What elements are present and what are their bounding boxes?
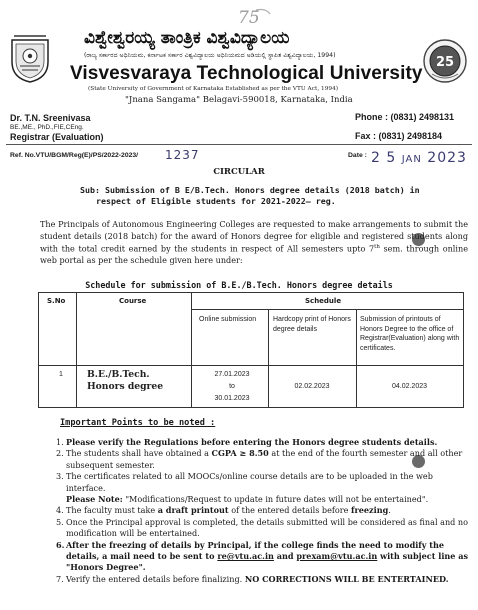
university-address: "Jnana Sangama" Belagavi-590018, Karnataka, India [125,95,353,105]
row-sno: 1 [59,371,63,378]
intro-text-b: sem. through online web portal as per the schedule given here under: [40,243,468,266]
date-stamp-month: JAN [401,154,422,165]
table-divider [76,293,77,407]
university-subtitle-kannada: (ರಾಜ್ಯ ಸರ್ಕಾರದ ಅಧಿನಿಯಮ, ಕರ್ನಾಟಕ ಸರ್ಕಾರ ವಿಶ್ವವಿದ್ಯಾಲಯ ಅಧಿನಿಯಮದ ಅಡಿಯಲ್ಲಿ ಸ್ಥಾಪಿತ ವಿಶ್ವವಿದ್ಯಾಲಯ, 1994) [84,52,336,59]
table-divider [191,293,192,407]
subject-line-1: Sub: Submission of B E/B.Tech. Honors degree details (2018 batch) in [80,185,420,195]
important-points-heading: Important Points to be noted : [60,418,216,428]
row-hardcopy-date: 02.02.2023 [294,383,330,390]
handwritten-ref-number: 1237 [165,148,200,162]
intro-text-a: The Principals of Autonomous Engineering Colleges are requested to make arrangements to submit the student details (2018 batch) for the award of Honors degree for eligible and registered students along with the total credit earned by the students in respect of All semesters upto 7 [40,219,468,254]
schedule-title: Schedule for submission of B.E./B.Tech. Honors degree details [85,280,393,290]
svg-text:75: 75 [238,8,260,28]
header-sno: S.No [47,297,66,305]
date-stamp-year: 2023 [427,150,467,166]
point-item: 7. Verify the entered details before finalizing. NO CORRECTIONS WILL BE ENTERTAINED. [56,573,449,584]
registrar-name: Dr. T.N. Sreenivasa [10,113,91,123]
email-link[interactable]: re@vtu.ac.in [217,551,274,562]
date-label: Date : [348,152,367,159]
point-item: 3. The certificates related to all MOOCs/online course details are to be uploaded in the web interface. Please Note: "Modifications/Request to update in future dates will not be entertained". [56,471,433,505]
online-to-word: to [229,383,235,390]
silver-jubilee-emblem-icon [422,38,468,84]
point-item: 5. Once the Principal approval is completed, the details submitted will be considered as final and no modification will be entertained. [56,516,469,539]
row-printouts-date: 04.02.2023 [391,383,428,390]
date-stamp [371,150,467,166]
subheader-online: Online submission [199,316,257,323]
email-link[interactable]: prexam@vtu.ac.in [296,551,378,562]
table-divider [39,365,463,366]
row-online-dates [199,369,265,405]
university-subtitle: (State University of Government of Karnataka Established as per the VTU Act, 1994) [88,86,339,92]
date-stamp-day: 2 5 [371,150,397,166]
reference-number: Ref. No.VTU/BGM/Reg(E)/PS/2022-2023/ [10,152,139,159]
point-1-text: Please verify the Regulations before entering the Honors degree students details. [66,437,438,447]
header-divider [6,144,472,145]
point-item: 6. After the freezing of details by Principal, if the college finds the need to modify the details, a mail need to be sent to re@vtu.ac.in and prexam@vtu.ac.in with subject line as "Honors Degree". [56,539,469,573]
header-schedule: Schedule [305,297,342,305]
important-points-list [56,437,472,585]
header-course: Course [119,297,147,305]
point-item: 2. The students shall have obtained a CGPA ≥ 8.50 at the end of the fourth semester and all other subsequent semester. [56,448,463,470]
university-name-kannada: ವಿಶ್ವೇಶ್ವರಯ್ಯ ತಾಂತ್ರಿಕ ವಿಶ್ವವಿದ್ಯಾಲಯ [84,28,290,48]
university-name: Visvesvaraya Technological University [70,63,423,84]
row-course: B.E./B.Tech. Honors degree [87,369,164,392]
anniversary-logo-icon [236,6,272,28]
subheader-printouts: Submission of printouts of Honors Degree to the office of Registrar(Evaluation) along with certificates. [360,316,460,352]
point-item: 1. Please verify the Regulations before entering the Honors degree students details. [56,437,438,447]
circular-title: CIRCULAR [213,167,265,177]
subject-line-2: respect of Eligible students for 2021-2022– reg. [96,196,336,206]
subheader-hardcopy: Hardcopy print of Honors degree details [273,316,351,333]
online-to: 30.01.2023 [214,395,250,402]
registrar-qualifications: BE.,ME., PhD.,FIE,CEng. [10,124,84,131]
registrar-role: Registrar (Evaluation) [10,132,104,142]
intro-sup: th [374,244,380,250]
intro-paragraph [40,219,468,267]
online-from: 27.01.2023 [214,371,250,378]
phone-number: Phone : (0831) 2498131 [355,112,455,122]
schedule-table [38,292,464,408]
svg-text:25: 25 [435,55,455,70]
point-item: 4. The faculty must take a draft printout of the entered details before freezing. [56,505,391,516]
vtu-emblem-icon [8,34,52,84]
table-divider [191,309,463,310]
fax-number: Fax : (0831) 2498184 [355,131,443,141]
